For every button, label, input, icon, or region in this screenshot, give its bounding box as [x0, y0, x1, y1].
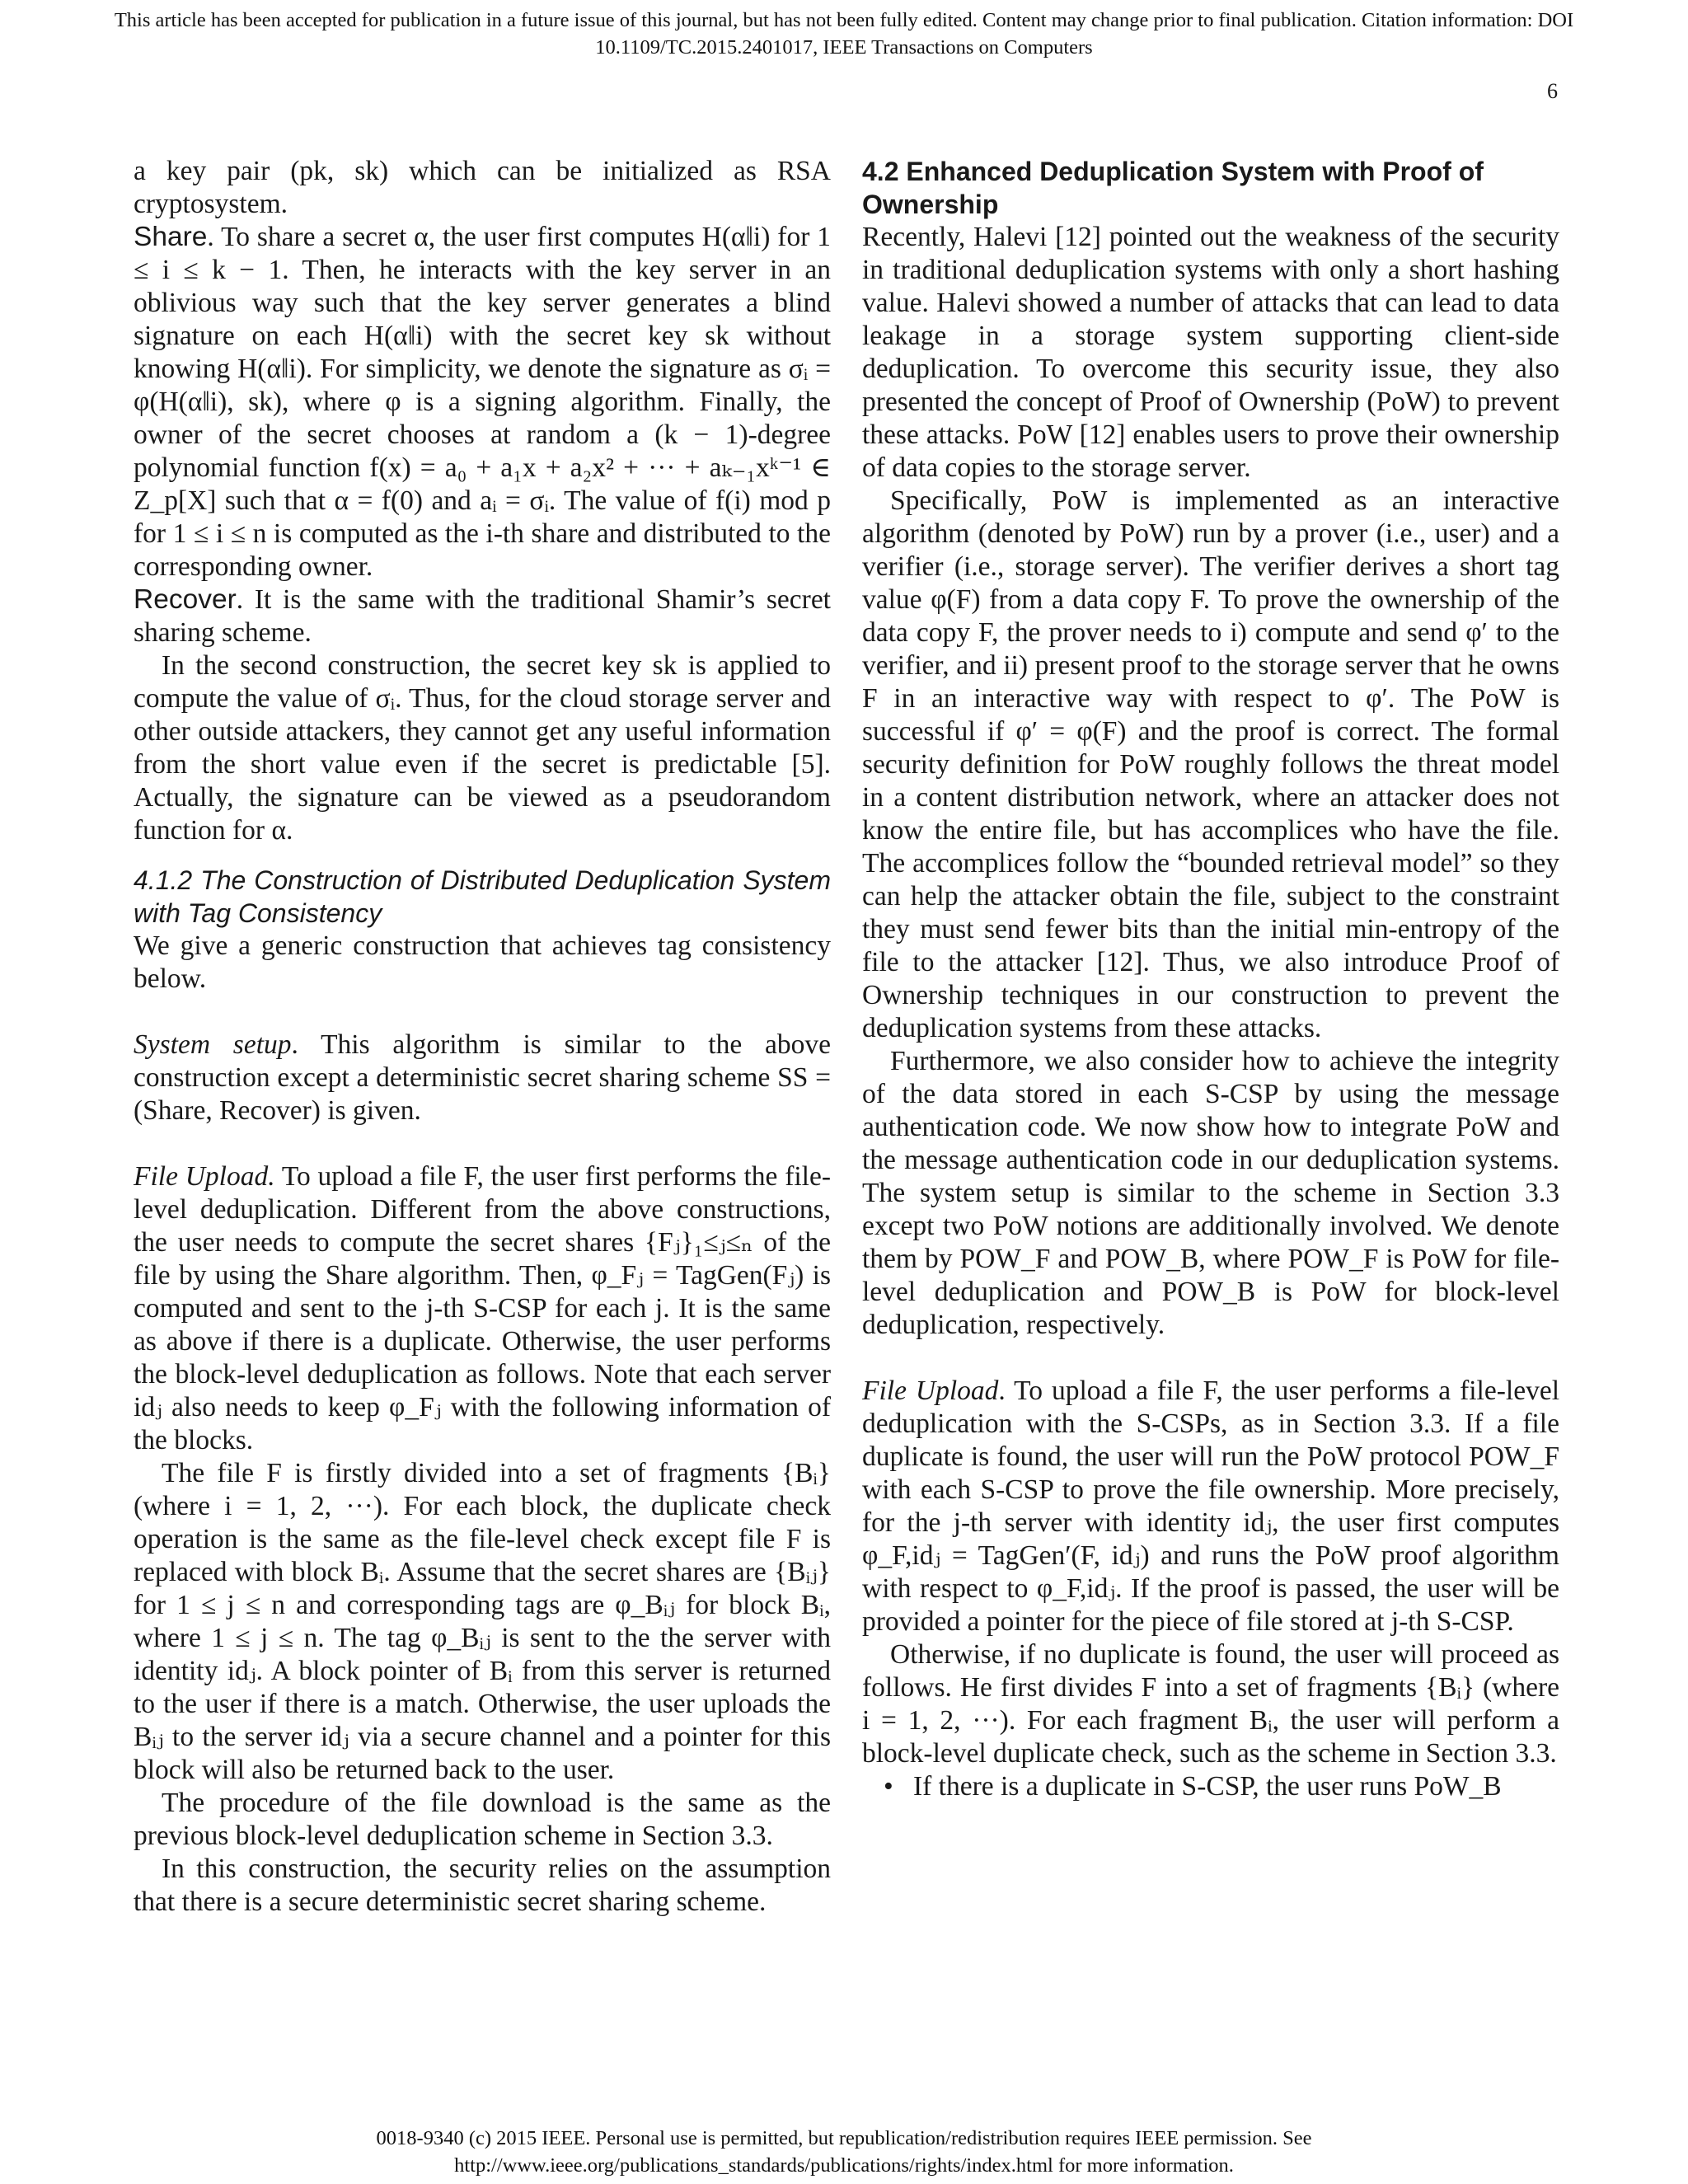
section-heading-4-2: 4.2 Enhanced Deduplication System with Proof of Ownership [862, 157, 1484, 219]
left-paragraph-second-construction: In the second construction, the secret key sk is applied to compute the value of σᵢ. Thus, for the cloud storage server and other outside attackers, they cannot get any useful information from the short value even if the secret is predictable [5]. Actually, the signature can be viewed as a pseudorandom function for α. [134, 650, 831, 846]
system-setup-text: . This algorithm is similar to the above construction except a deterministic secret sharing scheme SS = (Share, Recover) is given. [134, 1029, 831, 1126]
banner-line-2: 10.1109/TC.2015.2401017, IEEE Transactions on Computers [595, 36, 1093, 59]
file-upload-label-left: File Upload. [134, 1161, 275, 1192]
banner-line-1: This article has been accepted for publication in a future issue of this journal, but has not been fully edited. Content may change prior to final publication. Citation information: DOI [114, 9, 1574, 31]
recover-paragraph [134, 583, 831, 649]
right-paragraph-no-duplicate: Otherwise, if no duplicate is found, the user will proceed as follows. He first divides F into a set of fragments {Bᵢ} (where i = 1, 2, ···). For each fragment Bᵢ, the user will perform a block-level duplicate check, such as the scheme in Section 3.3. [862, 1639, 1559, 1769]
recover-label: Recover [134, 584, 237, 615]
subsection-heading-4-1-2: 4.1.2 The Construction of Distributed Deduplication System with Tag Consistency [134, 865, 831, 928]
right-paragraph-integrity: Furthermore, we also consider how to achieve the integrity of the data stored in each S-CSP by using the message authentication code. We now show how to integrate PoW and the message authentication code in our deduplication systems. The system setup is similar to the scheme in Section 3.3 except two PoW notions are additionally involved. We denote them by POW_F and POW_B, where POW_F is PoW for file-level deduplication and POW_B is PoW for block-level deduplication, respectively. [862, 1046, 1559, 1340]
list-item [884, 1770, 1559, 1803]
share-paragraph [134, 221, 831, 583]
file-upload-label-right: File Upload [862, 1376, 999, 1406]
accepted-article-banner [0, 7, 1688, 61]
left-column [134, 155, 831, 1919]
right-paragraph-pow: Specifically, PoW is implemented as an interactive algorithm (denoted by PoW) run by a prover (i.e., user) and a verifier (i.e., storage server). The verifier derives a short tag value φ(F) from a data copy F. To prove the ownership of the data copy F, the prover needs to i) compute and send φ′ to the verifier, and ii) present proof to the storage server that he owns F in an interactive way with respect to φ′. The PoW is successful if φ′ = φ(F) and the proof is correct. The formal security definition for PoW roughly follows the threat model in a content distribution network, where an attacker does not know the entire file, but has accomplices who have the file. The accomplices follow the “bounded retrieval model” so they can help the attacker obtain the file, subject to the constraint they must send fewer bits than the initial min-entropy of the file to the attacker [12]. Thus, we also introduce Proof of Ownership techniques in our construction to prevent the deduplication systems from these attacks. [862, 485, 1559, 1043]
recover-text: . It is the same with the traditional Shamir’s secret sharing scheme. [134, 584, 831, 648]
file-upload-paragraph-right [862, 1375, 1559, 1638]
footer-line-2: http://www.ieee.org/publications_standards/publications/rights/index.html for more information. [454, 2154, 1234, 2177]
right-paragraph-halevi: Recently, Halevi [12] pointed out the weakness of the security in traditional deduplication systems with only a short hashing value. Halevi showed a number of attacks that can lead to data leakage in a storage system supporting client-side deduplication. To overcome this security issue, they also presented the concept of Proof of Ownership (PoW) to prevent these attacks. PoW [12] enables users to prove their ownership of data copies to the storage server. [862, 222, 1559, 483]
bullet-text: If there is a duplicate in S-CSP, the user runs PoW_B [913, 1771, 1502, 1802]
copyright-footer [0, 2125, 1688, 2179]
footer-line-1: 0018-9340 (c) 2015 IEEE. Personal use is permitted, but republication/redistribution requires IEEE permission. See [376, 2127, 1312, 2149]
file-upload-text-right: . To upload a file F, the user performs a file-level deduplication with the S-CSPs, as in Section 3.3. If a file duplicate is found, the user will run the PoW protocol POW_F with each S-CSP to prove the file ownership. More precisely, for the j-th server with identity idⱼ, the user first computes φ_F,idⱼ = TagGen′(F, idⱼ) and runs the PoW proof algorithm with respect to φ_F,idⱼ. If the proof is passed, the user will be provided a pointer for the piece of file stored at j-th S-CSP. [862, 1376, 1559, 1637]
file-upload-paragraph-left [134, 1160, 831, 1457]
share-text: . To share a secret α, the user first computes H(α‖i) for 1 ≤ i ≤ k − 1. Then, he interacts with the key server in an oblivious way such that the key server generates a blind signature on each H(α‖i) with the secret key sk without knowing H(α‖i). For simplicity, we denote the signature as σᵢ = φ(H(α‖i), sk), where φ is a signing algorithm. Finally, the owner of the secret chooses at random a (k − 1)-degree polynomial function f(x) = a₀ + a₁x + a₂x² + ··· + aₖ₋₁xᵏ⁻¹ ∈ Z_p[X] such that α = f(0) and aᵢ = σᵢ. The value of f(i) mod p for 1 ≤ i ≤ n is computed as the i-th share and distributed to the corresponding owner. [134, 222, 831, 582]
left-paragraph-security: In this construction, the security relies on the assumption that there is a secure deterministic secret sharing scheme. [134, 1854, 831, 1917]
system-setup-paragraph [134, 1029, 831, 1127]
file-upload-text-left: To upload a file F, the user first performs the file-level deduplication. Different from the above constructions, the user needs to compute the secret shares {Fⱼ}₁≤ⱼ≤ₙ of the file by using the Share algorithm. Then, φ_Fⱼ = TagGen(Fⱼ) is computed and sent to the j-th S-CSP for each j. It is the same as above if there is a duplicate. Otherwise, the user performs the block-level deduplication as follows. Note that each server idⱼ also needs to keep φ_Fⱼ with the following information of the blocks. [134, 1161, 831, 1455]
left-paragraph-fragments: The file F is firstly divided into a set of fragments {Bᵢ} (where i = 1, 2, ···). For each block, the duplicate check operation is the same as the file-level check except file F is replaced with block Bᵢ. Assume that the secret shares are {Bᵢⱼ} for 1 ≤ j ≤ n and corresponding tags are φ_Bᵢⱼ for block Bᵢ, where 1 ≤ j ≤ n. The tag φ_Bᵢⱼ is sent to the the server with identity idⱼ. A block pointer of Bᵢ from this server is returned to the user if there is a match. Otherwise, the user uploads the Bᵢⱼ to the server idⱼ via a secure channel and a pointer for this block will also be returned back to the user. [134, 1458, 831, 1785]
left-paragraph-generic-construction: We give a generic construction that achieves tag consistency below. [134, 930, 831, 994]
system-setup-label: System setup [134, 1029, 292, 1060]
left-paragraph-download: The procedure of the file download is the same as the previous block-level deduplication scheme in Section 3.3. [134, 1788, 831, 1851]
bullet-icon: • [884, 1771, 893, 1802]
page-number: 6 [1547, 79, 1558, 103]
right-column [862, 155, 1559, 1803]
share-label: Share [134, 222, 208, 252]
left-paragraph-keypair: a key pair (pk, sk) which can be initialized as RSA cryptosystem. [134, 156, 831, 219]
